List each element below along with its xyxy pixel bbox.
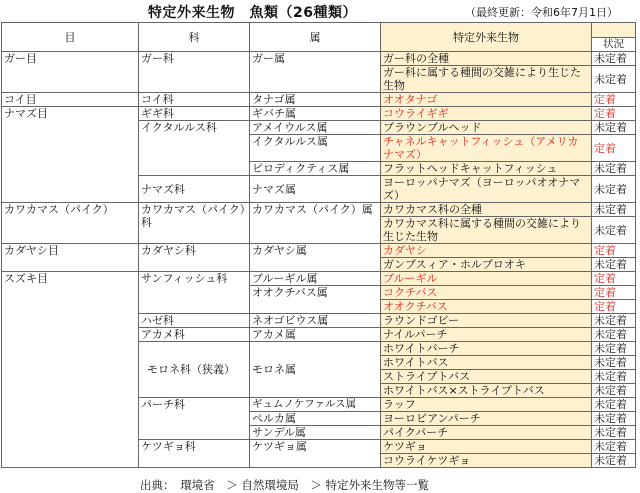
- source-citation: 出典： 環境省 ＞ 自然環境局 ＞ 特定外来生物等一覧: [140, 478, 430, 492]
- order-cell: カワカマス（パイク）: [2, 203, 139, 244]
- table-row: [2, 107, 636, 121]
- genus-cell: タナゴ属: [250, 93, 381, 107]
- genus-cell: ブルーギル属: [250, 272, 381, 286]
- family-cell: ケツギョ科: [139, 440, 250, 468]
- status-cell: 未定着: [592, 203, 636, 217]
- status-cell: 定着: [592, 107, 636, 121]
- species-cell: ケツギョ: [381, 440, 592, 454]
- species-cell: ラッフ: [381, 398, 592, 412]
- species-cell: ガー科に属する種間の交雑により生じた生物: [381, 66, 592, 93]
- status-cell: 未定着: [592, 328, 636, 342]
- species-cell: オオクチバス: [381, 300, 592, 314]
- species-cell: ガンブスィア・ホルブロオキ: [381, 258, 592, 272]
- family-cell: ハゼ科: [139, 314, 250, 328]
- family-cell: コイ科: [139, 93, 250, 107]
- family-cell: パーチ科: [139, 398, 250, 440]
- genus-cell: モロネ属: [250, 342, 381, 398]
- family-cell: モロネ科（狭義）: [139, 342, 250, 398]
- status-cell: 未定着: [592, 384, 636, 398]
- species-cell: カダヤシ: [381, 244, 592, 258]
- species-table: [1, 22, 636, 468]
- genus-cell: ネオゴビウス属: [250, 314, 381, 328]
- col-status-blank: [592, 23, 636, 38]
- table-row: [2, 52, 636, 66]
- status-cell: 未定着: [592, 370, 636, 384]
- header-row: [2, 23, 636, 38]
- species-cell: コウライギギ: [381, 107, 592, 121]
- family-cell: アカメ科: [139, 328, 250, 342]
- genus-cell: ナマズ属: [250, 176, 381, 203]
- family-cell: サンフィッシュ科: [139, 272, 250, 314]
- species-cell: ヨーロピアンパーチ: [381, 412, 592, 426]
- species-cell: ホワイトバーチ: [381, 342, 592, 356]
- genus-cell: オオクチバス属: [250, 286, 381, 314]
- species-cell: チャネルキャットフィッシュ（アメリカナマズ）: [381, 135, 592, 162]
- status-cell: 未定着: [592, 162, 636, 176]
- status-cell: 未定着: [592, 342, 636, 356]
- genus-cell: ギバチ属: [250, 107, 381, 121]
- table-row: [2, 93, 636, 107]
- order-cell: コイ目: [2, 93, 139, 107]
- species-cell: オオタナゴ: [381, 93, 592, 107]
- species-cell: パイクパーチ: [381, 426, 592, 440]
- table-row: [2, 272, 636, 286]
- status-cell: 定着: [592, 135, 636, 162]
- status-cell: 未定着: [592, 52, 636, 66]
- species-cell: コクチバス: [381, 286, 592, 300]
- status-cell: 未定着: [592, 176, 636, 203]
- status-cell: 定着: [592, 272, 636, 286]
- species-cell: フラットヘッドキャットフィッシュ: [381, 162, 592, 176]
- genus-cell: カワカマス（パイク）属: [250, 203, 381, 244]
- order-cell: ガー目: [2, 52, 139, 93]
- species-cell: コウライケツギョ: [381, 454, 592, 468]
- family-cell: ガー科: [139, 52, 250, 93]
- genus-cell: ピロディクティス属: [250, 162, 381, 176]
- status-cell: 未定着: [592, 258, 636, 272]
- col-genus: 属: [250, 23, 381, 52]
- status-cell: 定着: [592, 244, 636, 258]
- order-cell: スズキ目: [2, 272, 139, 468]
- status-cell: 未定着: [592, 356, 636, 370]
- genus-cell: ギュムノケファルス属: [250, 398, 381, 412]
- col-family: 科: [139, 23, 250, 52]
- genus-cell: ペルカ属: [250, 412, 381, 426]
- genus-cell: サンデル属: [250, 426, 381, 440]
- species-cell: ヨーロッパナマズ（ヨーロッパオオナマズ）: [381, 176, 592, 203]
- order-cell: カダヤシ目: [2, 244, 139, 272]
- genus-cell: アカメ属: [250, 328, 381, 342]
- status-cell: 未定着: [592, 440, 636, 454]
- status-cell: 定着: [592, 286, 636, 300]
- page-title: 特定外来生物 魚類（26種類）: [148, 5, 357, 21]
- family-cell: カワカマス（パイク）科: [139, 203, 250, 244]
- species-cell: カワカマス科に属する種間の交雑により生じた生物: [381, 217, 592, 244]
- last-updated: （最終更新：令和6年7月1日）: [465, 6, 618, 19]
- species-cell: ストライプトバス: [381, 370, 592, 384]
- species-cell: ガー科の全種: [381, 52, 592, 66]
- status-cell: 未定着: [592, 412, 636, 426]
- status-cell: 未定着: [592, 426, 636, 440]
- species-cell: ホワイトバス: [381, 356, 592, 370]
- genus-cell: ガー属: [250, 52, 381, 93]
- table-row: [2, 244, 636, 258]
- genus-cell: アメイウルス属: [250, 121, 381, 135]
- species-cell: ラウンドゴビー: [381, 314, 592, 328]
- status-cell: 未定着: [592, 121, 636, 135]
- order-cell: ナマズ目: [2, 107, 139, 203]
- genus-cell: イクタルルス属: [250, 135, 381, 162]
- col-species: 特定外来生物: [381, 23, 592, 52]
- family-cell: イクタルルス科: [139, 121, 250, 176]
- status-cell: 未定着: [592, 217, 636, 244]
- species-cell: ブルーギル: [381, 272, 592, 286]
- status-cell: 未定着: [592, 314, 636, 328]
- status-cell: 未定着: [592, 398, 636, 412]
- status-cell: 未定着: [592, 454, 636, 468]
- status-cell: 定着: [592, 300, 636, 314]
- family-cell: ギギ科: [139, 107, 250, 121]
- table-row: [2, 203, 636, 217]
- status-cell: 未定着: [592, 66, 636, 93]
- col-status: 状況: [592, 38, 636, 52]
- family-cell: カダヤシ科: [139, 244, 250, 272]
- status-cell: 定着: [592, 93, 636, 107]
- species-cell: ホワイトバス×ストライプトバス: [381, 384, 592, 398]
- species-cell: ブラウンブルヘッド: [381, 121, 592, 135]
- species-cell: カワカマス科の全種: [381, 203, 592, 217]
- col-order: 目: [2, 23, 139, 52]
- genus-cell: ケツギョ属: [250, 440, 381, 468]
- family-cell: ナマズ科: [139, 176, 250, 203]
- species-cell: ナイルパーチ: [381, 328, 592, 342]
- genus-cell: カダヤシ属: [250, 244, 381, 272]
